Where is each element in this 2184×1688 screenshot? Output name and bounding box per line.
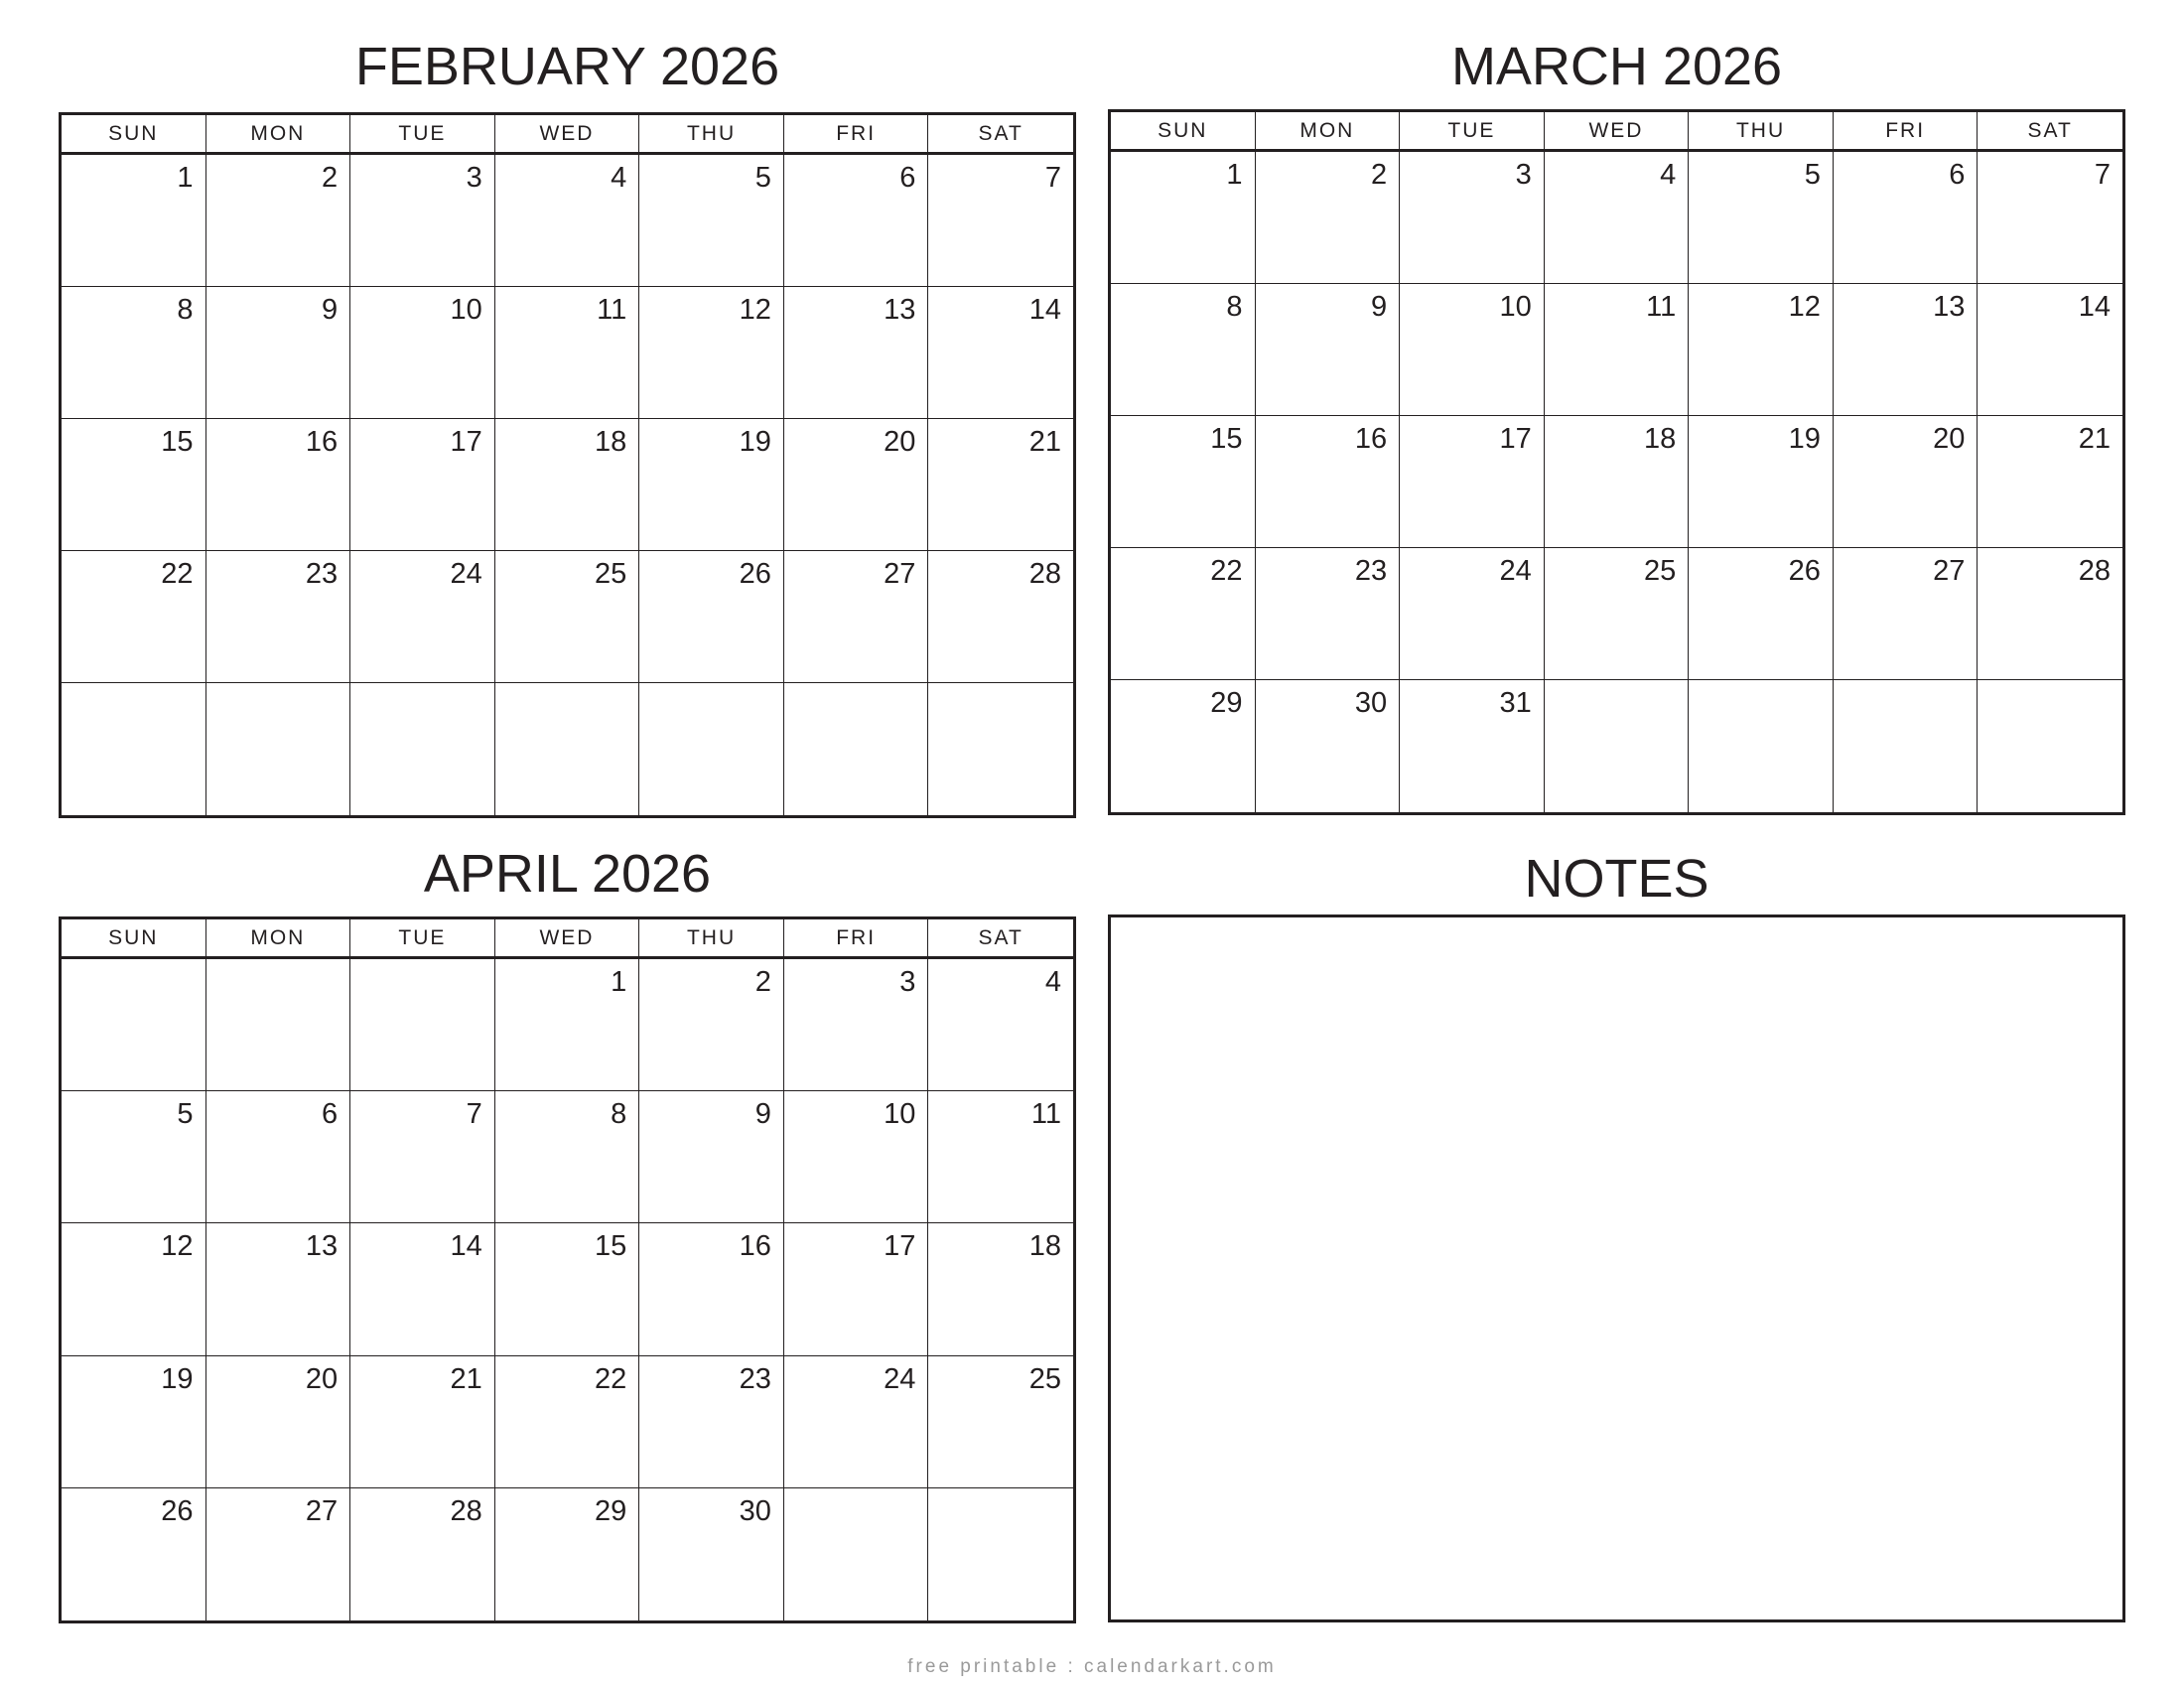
day-cell[interactable]	[62, 1091, 206, 1223]
day-cell[interactable]	[62, 1223, 206, 1355]
weekday-header-thu: THU	[639, 115, 784, 155]
day-number: 30	[1354, 687, 1388, 719]
day-cell[interactable]	[1834, 416, 1979, 548]
day-cell[interactable]	[639, 1223, 784, 1355]
day-number: 12	[161, 1230, 194, 1263]
day-cell[interactable]	[1689, 152, 1834, 284]
day-cell[interactable]	[1689, 680, 1834, 812]
day-number: 25	[595, 558, 627, 590]
day-number: 26	[739, 558, 771, 590]
weekday-header-sun: SUN	[62, 115, 206, 155]
day-number: 13	[305, 1230, 339, 1263]
day-cell[interactable]	[1256, 416, 1401, 548]
day-number: 25	[1644, 555, 1677, 587]
day-cell[interactable]	[928, 683, 1073, 815]
day-number: 13	[1933, 291, 1966, 323]
day-cell[interactable]	[495, 1356, 640, 1488]
day-number: 2	[322, 162, 339, 194]
weekday-header-fri: FRI	[1834, 112, 1979, 152]
weekday-header-tue: TUE	[1400, 112, 1545, 152]
day-cell[interactable]	[1545, 548, 1690, 680]
day-cell[interactable]	[206, 1488, 351, 1620]
weekday-header-sat: SAT	[928, 115, 1073, 155]
day-number: 26	[161, 1494, 194, 1527]
day-number: 28	[450, 1494, 482, 1527]
day-cell[interactable]	[350, 959, 495, 1091]
day-cell[interactable]	[928, 1223, 1073, 1355]
day-number: 13	[884, 294, 916, 326]
weekday-header-sat: SAT	[928, 919, 1073, 959]
notes-title: NOTES	[1524, 849, 1709, 909]
day-number: 6	[899, 162, 916, 194]
day-number: 29	[595, 1494, 627, 1527]
day-number: 8	[1226, 291, 1243, 323]
day-number: 21	[2078, 423, 2111, 455]
day-cell[interactable]	[1545, 680, 1690, 812]
day-cell[interactable]	[1689, 548, 1834, 680]
day-cell[interactable]	[495, 959, 640, 1091]
day-number: 28	[2078, 555, 2111, 587]
day-number: 23	[739, 1362, 771, 1395]
day-number: 17	[884, 1230, 916, 1263]
day-cell[interactable]	[62, 551, 206, 683]
day-number: 20	[884, 426, 916, 458]
day-cell[interactable]	[928, 155, 1073, 287]
day-number: 19	[161, 1362, 194, 1395]
day-number: 5	[1804, 159, 1821, 191]
day-number: 14	[450, 1230, 482, 1263]
day-number: 11	[1030, 1098, 1061, 1131]
day-cell[interactable]	[1256, 680, 1401, 812]
day-cell[interactable]	[1834, 548, 1979, 680]
month-title-march: MARCH 2026	[1450, 37, 1783, 96]
day-number: 10	[450, 294, 482, 326]
day-number: 26	[1788, 555, 1821, 587]
day-cell[interactable]	[1978, 548, 2122, 680]
day-number: 17	[1499, 423, 1532, 455]
day-number: 18	[595, 426, 627, 458]
weekday-header-sat: SAT	[1978, 112, 2122, 152]
day-cell[interactable]	[206, 1091, 351, 1223]
day-cell[interactable]	[495, 1223, 640, 1355]
day-number: 18	[1644, 423, 1677, 455]
day-cell[interactable]	[350, 419, 495, 551]
day-cell[interactable]	[639, 1091, 784, 1223]
day-cell[interactable]	[1111, 152, 1256, 284]
day-number: 20	[1933, 423, 1966, 455]
day-number: 19	[739, 426, 771, 458]
day-cell[interactable]	[350, 1091, 495, 1223]
day-cell[interactable]	[784, 1356, 929, 1488]
day-number: 27	[1933, 555, 1966, 587]
day-cell[interactable]	[1834, 152, 1979, 284]
day-number: 21	[450, 1362, 482, 1395]
day-number: 7	[466, 1098, 482, 1131]
notes-area[interactable]	[1108, 914, 2125, 1622]
day-cell[interactable]	[928, 419, 1073, 551]
day-number: 2	[1371, 159, 1388, 191]
day-cell[interactable]	[1545, 284, 1690, 416]
day-cell[interactable]	[62, 959, 206, 1091]
weekday-header-mon: MON	[1256, 112, 1401, 152]
day-cell[interactable]	[784, 287, 929, 419]
day-cell[interactable]	[206, 1223, 351, 1355]
day-number: 5	[754, 162, 771, 194]
calendar-grid-april	[59, 916, 1076, 1623]
day-cell[interactable]	[350, 1223, 495, 1355]
calendar-grid-february	[59, 112, 1076, 818]
day-number: 1	[1226, 159, 1243, 191]
day-number: 18	[1028, 1230, 1061, 1263]
day-number: 27	[884, 558, 916, 590]
day-cell[interactable]	[1256, 152, 1401, 284]
day-cell[interactable]	[206, 419, 351, 551]
day-number: 4	[1660, 159, 1677, 191]
day-number: 20	[305, 1362, 339, 1395]
day-number: 19	[1788, 423, 1821, 455]
day-number: 2	[754, 966, 771, 998]
day-cell[interactable]	[206, 155, 351, 287]
day-cell[interactable]	[1545, 416, 1690, 548]
day-cell[interactable]	[495, 155, 640, 287]
month-title-april: APRIL 2026	[423, 844, 712, 904]
day-number: 7	[2094, 159, 2111, 191]
day-number: 9	[1371, 291, 1388, 323]
weekday-header-wed: WED	[495, 919, 640, 959]
weekday-header-tue: TUE	[350, 919, 495, 959]
day-number: 17	[450, 426, 482, 458]
day-cell[interactable]	[1400, 416, 1545, 548]
day-cell[interactable]	[1834, 284, 1979, 416]
day-cell[interactable]	[1256, 548, 1401, 680]
day-cell[interactable]	[495, 287, 640, 419]
day-cell[interactable]	[1978, 284, 2122, 416]
day-cell[interactable]	[1978, 416, 2122, 548]
day-cell[interactable]	[784, 959, 929, 1091]
day-cell[interactable]	[206, 1356, 351, 1488]
day-cell[interactable]	[639, 959, 784, 1091]
day-cell[interactable]	[639, 1488, 784, 1620]
day-cell[interactable]	[639, 419, 784, 551]
day-number: 25	[1028, 1362, 1061, 1395]
day-cell[interactable]	[928, 1488, 1073, 1620]
day-number: 5	[177, 1098, 194, 1131]
weekday-header-sun: SUN	[1111, 112, 1256, 152]
day-number: 16	[739, 1230, 771, 1263]
day-cell[interactable]	[350, 155, 495, 287]
day-number: 8	[177, 294, 194, 326]
day-number: 22	[161, 558, 194, 590]
day-number: 4	[611, 162, 627, 194]
weekday-header-wed: WED	[1545, 112, 1690, 152]
day-cell[interactable]	[62, 1488, 206, 1620]
day-cell[interactable]	[784, 683, 929, 815]
day-cell[interactable]	[62, 419, 206, 551]
day-number: 8	[611, 1098, 627, 1131]
day-cell[interactable]	[495, 683, 640, 815]
day-cell[interactable]	[784, 1488, 929, 1620]
day-cell[interactable]	[1111, 416, 1256, 548]
day-cell[interactable]	[639, 1356, 784, 1488]
day-cell[interactable]	[1400, 548, 1545, 680]
day-number: 3	[466, 162, 482, 194]
day-cell[interactable]	[639, 287, 784, 419]
day-cell[interactable]	[1400, 284, 1545, 416]
day-number: 31	[1499, 687, 1532, 719]
day-number: 6	[322, 1098, 339, 1131]
day-number: 21	[1028, 426, 1061, 458]
day-cell[interactable]	[1400, 680, 1545, 812]
day-number: 16	[1354, 423, 1388, 455]
day-number: 10	[1499, 291, 1532, 323]
day-cell[interactable]	[1545, 152, 1690, 284]
day-cell[interactable]	[639, 683, 784, 815]
day-cell[interactable]	[206, 551, 351, 683]
day-cell[interactable]	[495, 551, 640, 683]
day-cell[interactable]	[639, 551, 784, 683]
day-number: 30	[739, 1494, 771, 1527]
day-cell[interactable]	[1256, 284, 1401, 416]
weekday-header-thu: THU	[1689, 112, 1834, 152]
day-number: 15	[1210, 423, 1243, 455]
day-cell[interactable]	[350, 1356, 495, 1488]
day-cell[interactable]	[1978, 680, 2122, 812]
day-cell[interactable]	[928, 959, 1073, 1091]
day-number: 14	[2078, 291, 2111, 323]
day-number: 11	[597, 294, 627, 326]
day-number: 24	[450, 558, 482, 590]
day-number: 9	[754, 1098, 771, 1131]
day-number: 10	[884, 1098, 916, 1131]
day-number: 23	[1354, 555, 1388, 587]
day-number: 3	[899, 966, 916, 998]
day-number: 12	[1788, 291, 1821, 323]
day-cell[interactable]	[784, 155, 929, 287]
day-cell[interactable]	[1689, 284, 1834, 416]
day-cell[interactable]	[784, 419, 929, 551]
day-cell[interactable]	[784, 551, 929, 683]
day-cell[interactable]	[62, 287, 206, 419]
day-number: 29	[1210, 687, 1243, 719]
day-number: 7	[1044, 162, 1061, 194]
weekday-header-thu: THU	[639, 919, 784, 959]
day-cell[interactable]	[206, 287, 351, 419]
day-cell[interactable]	[495, 419, 640, 551]
weekday-header-sun: SUN	[62, 919, 206, 959]
calendar-grid-march	[1108, 109, 2125, 815]
day-number: 12	[739, 294, 771, 326]
day-number: 15	[595, 1230, 627, 1263]
day-number: 22	[1210, 555, 1243, 587]
footer-credit: free printable : calendarkart.com	[907, 1656, 1277, 1677]
day-cell[interactable]	[928, 551, 1073, 683]
day-number: 3	[1515, 159, 1532, 191]
day-cell[interactable]	[1689, 416, 1834, 548]
weekday-header-tue: TUE	[350, 115, 495, 155]
day-number: 1	[611, 966, 627, 998]
month-title-february: FEBRUARY 2026	[354, 37, 780, 96]
day-cell[interactable]	[784, 1223, 929, 1355]
day-cell[interactable]	[639, 155, 784, 287]
day-cell[interactable]	[1111, 284, 1256, 416]
day-number: 11	[1646, 291, 1677, 323]
day-number: 24	[884, 1362, 916, 1395]
day-number: 28	[1028, 558, 1061, 590]
day-number: 22	[595, 1362, 627, 1395]
day-number: 24	[1499, 555, 1532, 587]
day-cell[interactable]	[62, 155, 206, 287]
day-cell[interactable]	[62, 683, 206, 815]
day-number: 23	[305, 558, 339, 590]
day-cell[interactable]	[350, 287, 495, 419]
day-cell[interactable]	[1400, 152, 1545, 284]
day-number: 9	[322, 294, 339, 326]
day-number: 4	[1044, 966, 1061, 998]
day-cell[interactable]	[928, 1356, 1073, 1488]
day-number: 1	[177, 162, 194, 194]
day-cell[interactable]	[350, 683, 495, 815]
day-number: 16	[305, 426, 339, 458]
day-cell[interactable]	[206, 683, 351, 815]
day-cell[interactable]	[495, 1091, 640, 1223]
day-cell[interactable]	[62, 1356, 206, 1488]
day-number: 6	[1949, 159, 1966, 191]
weekday-header-wed: WED	[495, 115, 640, 155]
day-number: 14	[1028, 294, 1061, 326]
day-cell[interactable]	[1111, 680, 1256, 812]
day-cell[interactable]	[1978, 152, 2122, 284]
weekday-header-fri: FRI	[784, 115, 929, 155]
day-cell[interactable]	[784, 1091, 929, 1223]
weekday-header-mon: MON	[206, 115, 351, 155]
day-cell[interactable]	[1834, 680, 1979, 812]
weekday-header-fri: FRI	[784, 919, 929, 959]
day-cell[interactable]	[1111, 548, 1256, 680]
day-cell[interactable]	[206, 959, 351, 1091]
weekday-header-mon: MON	[206, 919, 351, 959]
day-number: 27	[305, 1494, 339, 1527]
day-cell[interactable]	[495, 1488, 640, 1620]
day-cell[interactable]	[928, 287, 1073, 419]
day-cell[interactable]	[350, 1488, 495, 1620]
day-number: 15	[161, 426, 194, 458]
day-cell[interactable]	[350, 551, 495, 683]
day-cell[interactable]	[928, 1091, 1073, 1223]
